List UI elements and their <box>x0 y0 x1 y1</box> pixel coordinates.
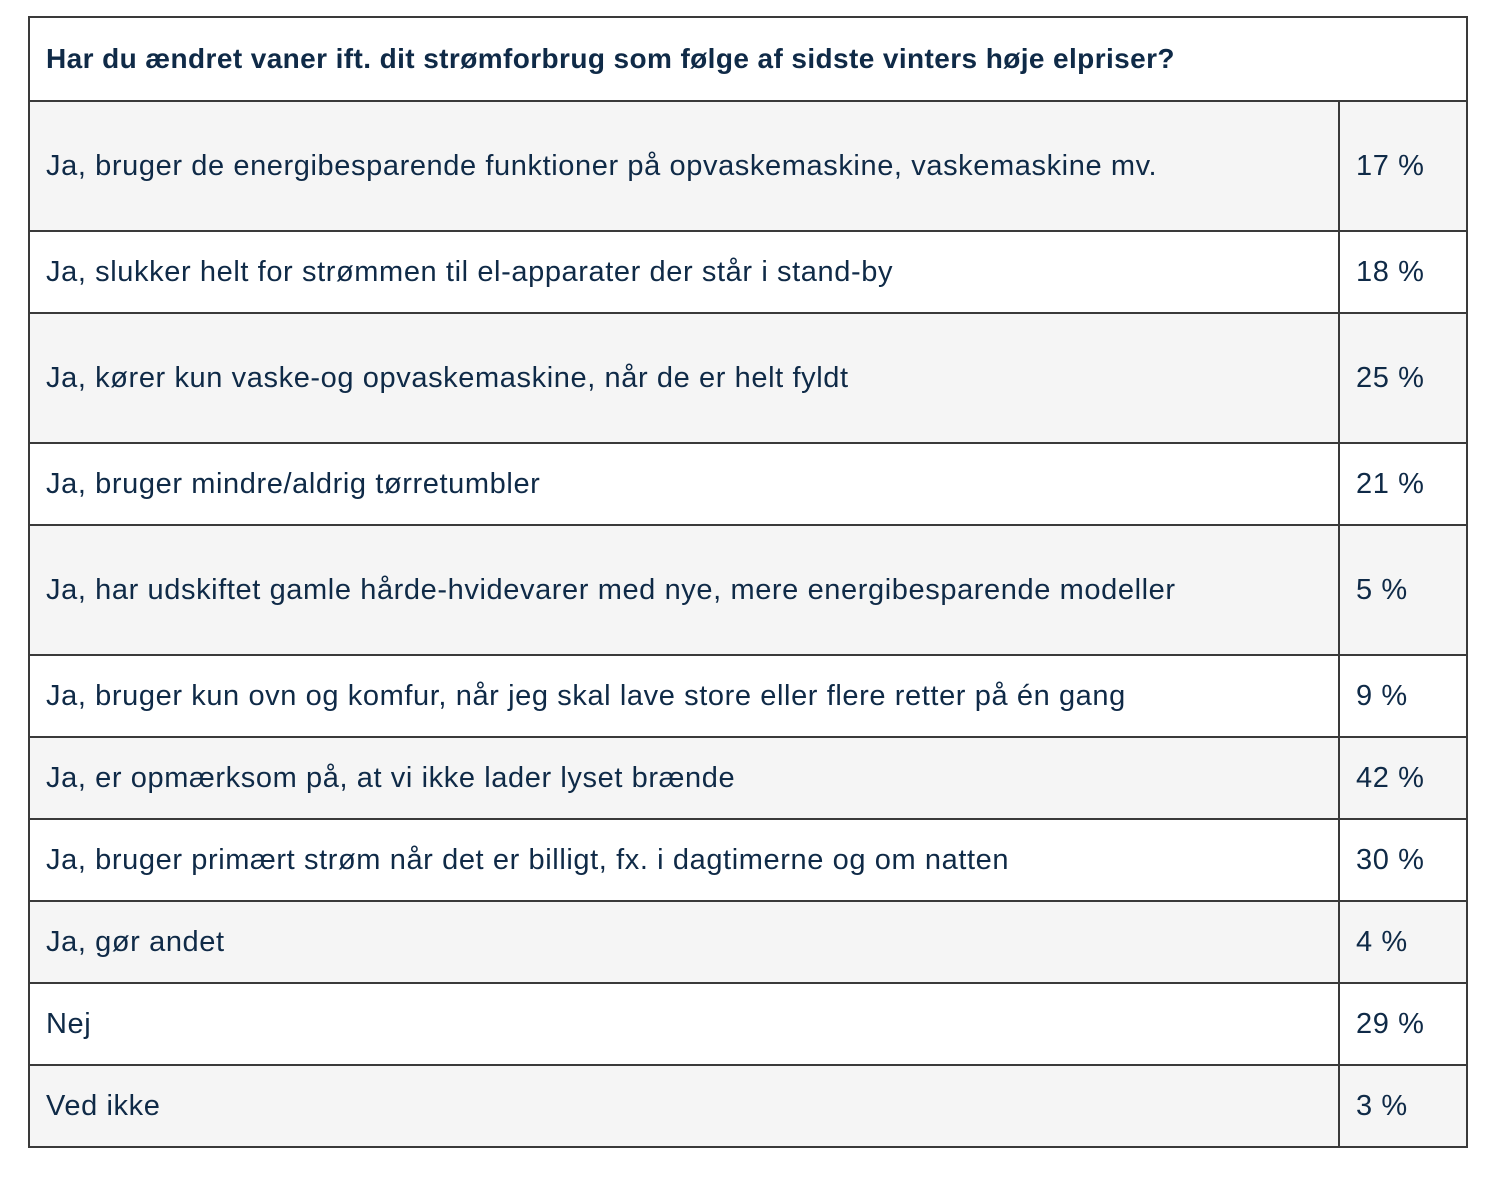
table-row <box>29 313 1467 443</box>
answer-cell: Ja, gør andet <box>29 901 1339 983</box>
table-row <box>29 525 1467 655</box>
table-row <box>29 1065 1467 1147</box>
survey-table <box>28 16 1468 1148</box>
table-row <box>29 737 1467 819</box>
table-row <box>29 443 1467 525</box>
percent-cell: 21 % <box>1339 443 1467 525</box>
answer-cell: Ja, er opmærksom på, at vi ikke lader lyset brænde <box>29 737 1339 819</box>
percent-cell: 25 % <box>1339 313 1467 443</box>
percent-cell: 18 % <box>1339 231 1467 313</box>
answer-cell: Ja, bruger de energibesparende funktioner på opvaskemaskine, vaskemaskine mv. <box>29 101 1339 231</box>
answer-cell: Ja, bruger primært strøm når det er billigt, fx. i dagtimerne og om natten <box>29 819 1339 901</box>
answer-cell: Ja, bruger mindre/aldrig tørretumbler <box>29 443 1339 525</box>
answer-cell: Nej <box>29 983 1339 1065</box>
percent-cell: 3 % <box>1339 1065 1467 1147</box>
table-row <box>29 901 1467 983</box>
percent-cell: 9 % <box>1339 655 1467 737</box>
percent-cell: 17 % <box>1339 101 1467 231</box>
percent-cell: 4 % <box>1339 901 1467 983</box>
answer-cell: Ja, kører kun vaske-og opvaskemaskine, når de er helt fyldt <box>29 313 1339 443</box>
answer-cell: Ja, har udskiftet gamle hårde-hvidevarer med nye, mere energibesparende modeller <box>29 525 1339 655</box>
answer-cell: Ja, bruger kun ovn og komfur, når jeg skal lave store eller flere retter på én gang <box>29 655 1339 737</box>
percent-cell: 29 % <box>1339 983 1467 1065</box>
table-row <box>29 101 1467 231</box>
answer-cell: Ved ikke <box>29 1065 1339 1147</box>
table-header-row <box>29 17 1467 101</box>
table-row <box>29 231 1467 313</box>
percent-cell: 30 % <box>1339 819 1467 901</box>
table-row <box>29 819 1467 901</box>
percent-cell: 5 % <box>1339 525 1467 655</box>
table-row <box>29 983 1467 1065</box>
table-row <box>29 655 1467 737</box>
table-question: Har du ændret vaner ift. dit strømforbrug som følge af sidste vinters høje elpriser? <box>29 17 1467 101</box>
answer-cell: Ja, slukker helt for strømmen til el-apparater der står i stand-by <box>29 231 1339 313</box>
percent-cell: 42 % <box>1339 737 1467 819</box>
